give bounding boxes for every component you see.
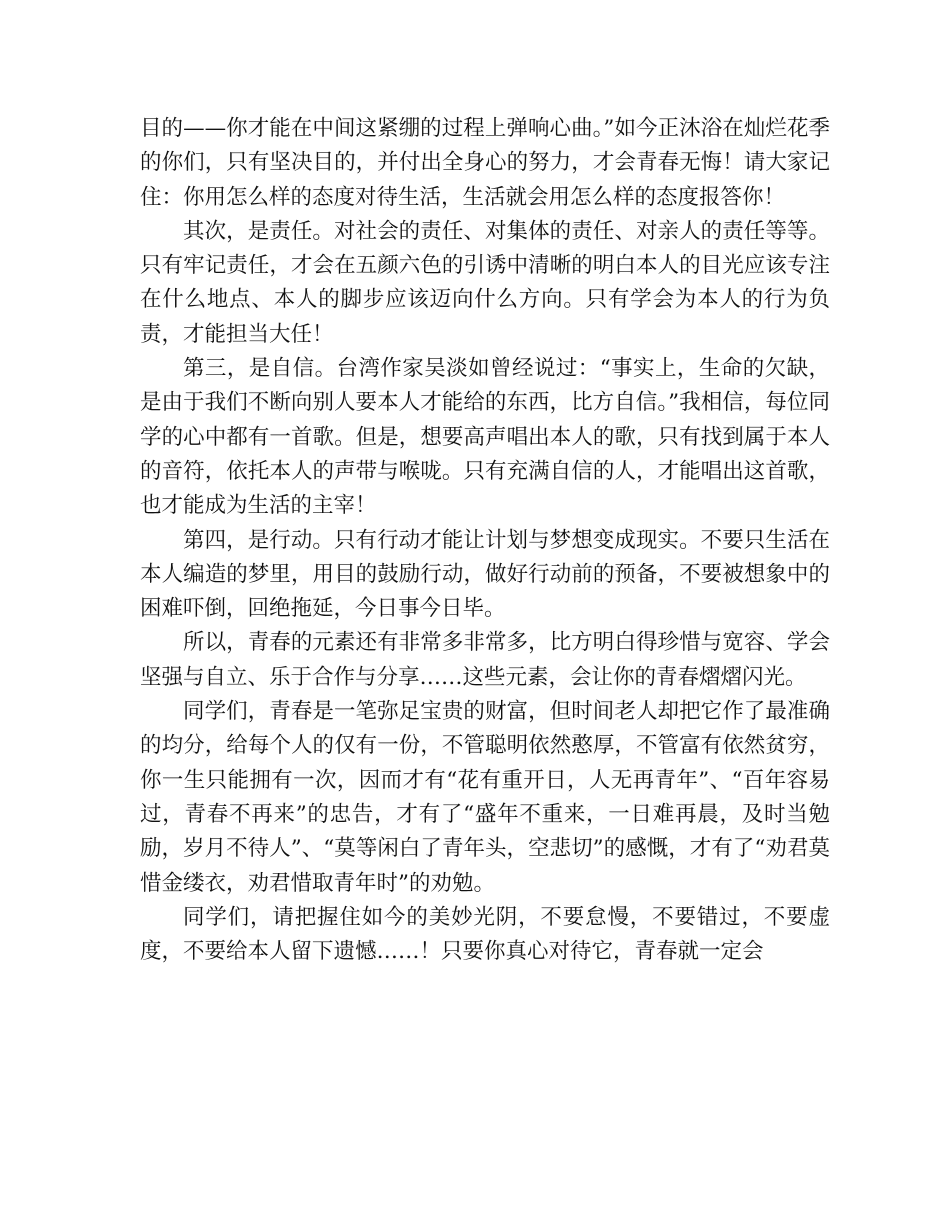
- paragraph-continuation: 目的——你才能在中间这紧绷的过程上弹响心曲。”如今正沐浴在灿烂花季的你们，只有坚决目的，并付出全身心的努力，才会青春无悔！请大家记住：你用怎么样的态度对待生活，生活就会用怎么样的态度报答你！: [140, 116, 830, 210]
- paragraph-action: 第四，是行动。只有行动才能让计划与梦想变成现实。不要只生活在本人编造的梦里，用目的鼓励行动，做好行动前的预备，不要被想象中的困难吓倒，回绝拖延，今日事今日毕。: [140, 527, 830, 622]
- paragraph-youth-treasure: 同学们，青春是一笔弥足宝贵的财富，但时间老人却把它作了最准确的均分，给每个人的仅有一份，不管聪明依然憨厚，不管富有依然贫穷，你一生只能拥有一次，因而才有“花有重开日，人无再青年”、“百年容易过，青春不再来”的忠告，才有了“盛年不重来，一日难再晨，及时当勉励，岁月不待人”、“莫等闲白了青年头，空悲切”的感慨，才有了“劝君莫惜金缕衣，劝君惜取青年时”的劝勉。: [140, 699, 830, 896]
- paragraph-cherish-time: 同学们，请把握住如今的美妙光阴，不要怠慢，不要错过，不要虚度，不要给本人留下遗憾……！只要你真心对待它，青春就一定会: [140, 904, 830, 965]
- paragraph-elements: 所以，青春的元素还有非常多非常多，比方明白得珍惜与宽容、学会坚强与自立、乐于合作与分享……这些元素，会让你的青春熠熠闪光。: [140, 630, 830, 690]
- paragraph-responsibility: 其次，是责任。对社会的责任、对集体的责任、对亲人的责任等等。只有牢记责任，才会在五颜六色的引诱中清晰的明白本人的目光应该专注在什么地点、本人的脚步应该迈向什么方向。只有学会为本人的行为负责，才能担当大任！: [140, 218, 830, 347]
- document-page: [140, 112, 830, 969]
- paragraph-confidence: 第三，是自信。台湾作家吴淡如曾经说过：“事实上，生命的欠缺，是由于我们不断向别人要本人才能给的东西，比方自信。”我相信，每位同学的心中都有一首歌。但是，想要高声唱出本人的歌，只有找到属于本人的音符，依托本人的声带与喉咙。只有充满自信的人，才能唱出这首歌，也才能成为生活的主宰！: [140, 356, 830, 519]
